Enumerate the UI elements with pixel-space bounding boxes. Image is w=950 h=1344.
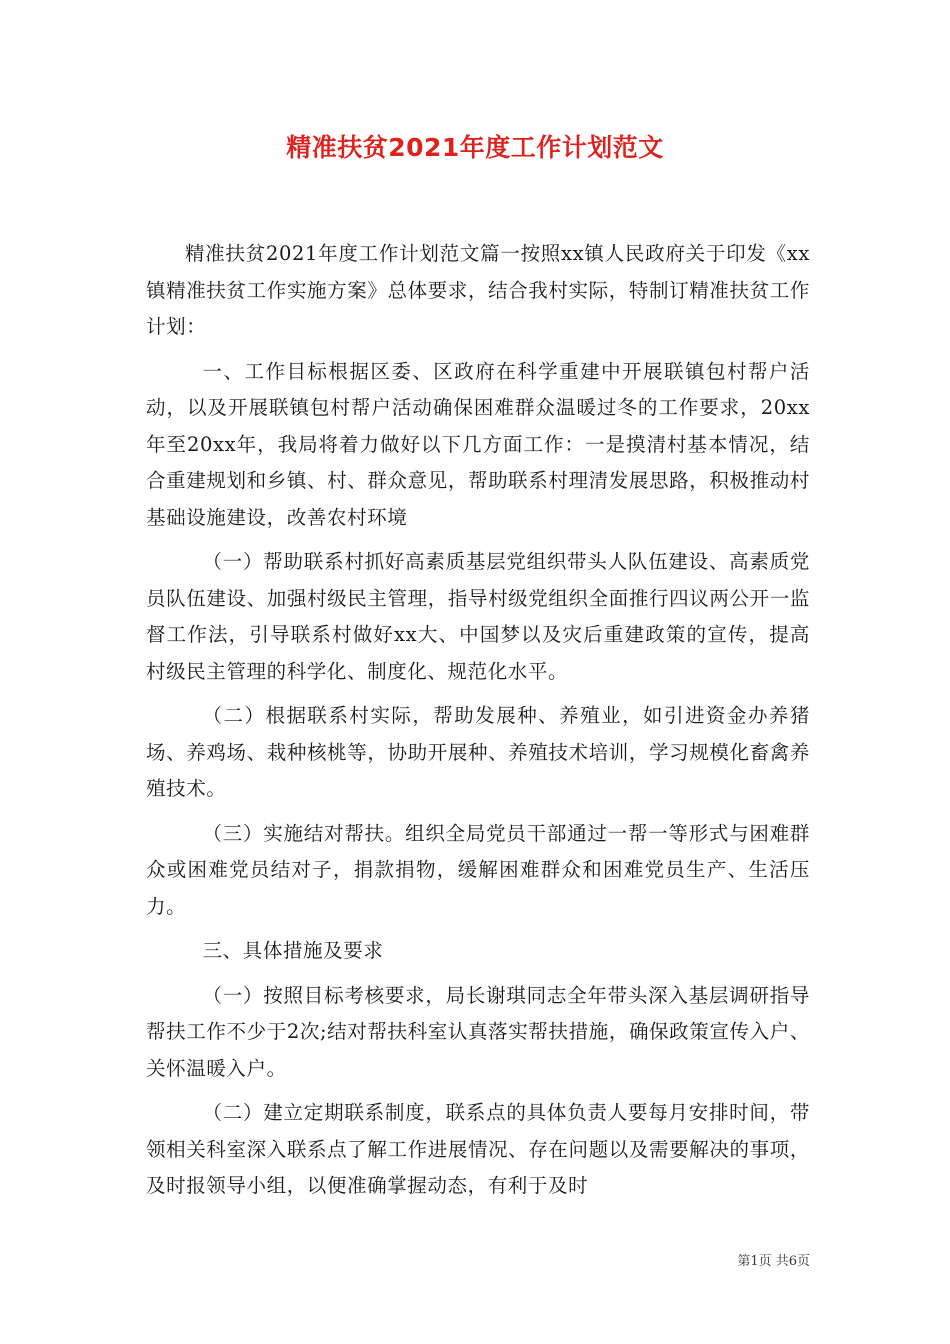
paragraph-item-2: （二）根据联系村实际，帮助发展种、养殖业，如引进资金办养猪场、养鸡场、栽种核桃等，协助开展种、养殖技术培训，学习规模化畜禽养殖技术。	[146, 704, 810, 800]
section-heading-measures: 三、具体措施及要求	[202, 939, 384, 962]
paragraph-measure-1: （一）按照目标考核要求，局长谢琪同志全年带头深入基层调研指导帮扶工作不少于2次;结对帮扶科室认真落实帮扶措施，确保政策宣传入户、关怀温暖入户。	[146, 983, 810, 1080]
page-number: 第1页 共6页	[737, 1254, 810, 1269]
paragraph-intro: 精准扶贫2021年度工作计划范文篇一按照xx镇人民政府关于印发《xx镇精准扶贫工作实施方案》总体要求，结合我村实际，特制订精准扶贫工作计划：	[146, 242, 810, 338]
paragraph-item-3: （三）实施结对帮扶。组织全局党员干部通过一帮一等形式与困难群众或困难党员结对子，捐款捐物，缓解困难群众和困难党员生产、生活压力。	[146, 821, 810, 918]
document-title: 精准扶贫2021年度工作计划范文	[286, 133, 664, 162]
paragraph-measure-2: （二）建立定期联系制度，联系点的具体负责人要每月安排时间，带领相关科室深入联系点了解工作进展情况、存在问题以及需要解决的事项，及时报领导小组，以便准确掌握动态，有利于及时	[146, 1101, 810, 1197]
document-body	[146, 236, 810, 1205]
paragraph-goal: 一、工作目标根据区委、区政府在科学重建中开展联镇包村帮户活动，以及开展联镇包村帮户活动确保困难群众温暖过冬的工作要求，20xx年至20xx年，我局将着力做好以下几方面工作：一是摸清村基本情况，结合重建规划和乡镇、村、群众意见，帮助联系村理清发展思路，积极推动村基础设施建设，改善农村环境	[146, 359, 810, 529]
paragraph-item-1: （一）帮助联系村抓好高素质基层党组织带头人队伍建设、高素质党员队伍建设、加强村级民主管理，指导村级党组织全面推行四议两公开一监督工作法，引导联系村做好xx大、中国梦以及灾后重建政策的宣传，提高村级民主管理的科学化、制度化、规范化水平。	[146, 550, 810, 683]
